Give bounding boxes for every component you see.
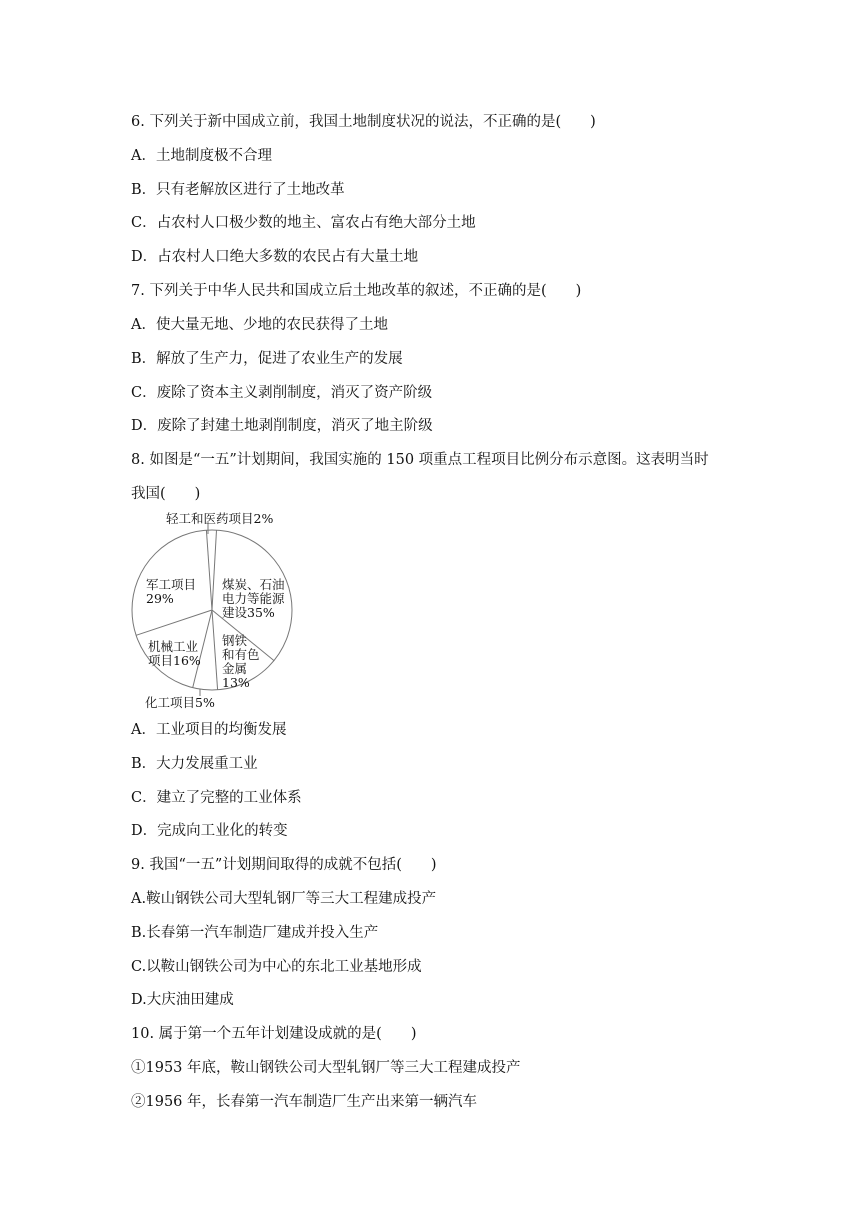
q9-option-b: B.长春第一汽车制造厂建成并投入生产 xyxy=(131,925,379,941)
q7-option-b: B．解放了生产力，促进了农业生产的发展 xyxy=(131,351,403,367)
q7-option-a: A．使大量无地、少地的农民获得了土地 xyxy=(131,317,388,333)
pie-label-energy xyxy=(222,578,285,620)
q9-option-c: C.以鞍山钢铁公司为中心的东北工业基地形成 xyxy=(131,959,422,975)
pie-label-energy-line3: 建设35% xyxy=(222,605,275,620)
pie-label-military-line1: 军工项目 xyxy=(146,577,197,592)
pie-label-energy-line2: 电力等能源 xyxy=(222,591,285,606)
pie-label-military-line2: 29% xyxy=(146,591,174,606)
pie-label-machinery-line1: 机械工业 xyxy=(148,639,199,654)
pie-label-steel-line2: 和有色 xyxy=(222,647,260,662)
q8-option-c: C．建立了完整的工业体系 xyxy=(131,790,302,806)
q6-option-c: C．占农村人口极少数的地主、富农占有绝大部分土地 xyxy=(131,215,476,231)
pie-label-light-industry: 轻工和医药项目2% xyxy=(166,511,274,526)
q10-option-1: ①1953 年底，鞍山钢铁公司大型轧钢厂等三大工程建成投产 xyxy=(131,1060,521,1076)
q10-option-2: ②1956 年，长春第一汽车制造厂生产出来第一辆汽车 xyxy=(131,1094,478,1110)
pie-label-steel-line1: 钢铁 xyxy=(222,633,248,648)
q8-option-a: A．工业项目的均衡发展 xyxy=(131,722,287,738)
q8-option-b: B．大力发展重工业 xyxy=(131,756,258,772)
q7-option-d: D．废除了封建土地剥削制度，消灭了地主阶级 xyxy=(131,418,433,434)
q9-option-d: D.大庆油田建成 xyxy=(131,992,234,1008)
q8-stem-line2: 我国( ) xyxy=(131,486,201,502)
q6-option-d: D．占农村人口绝大多数的农民占有大量土地 xyxy=(131,249,419,265)
q7-stem: 7. 下列关于中华人民共和国成立后土地改革的叙述，不正确的是( ) xyxy=(131,283,582,299)
pie-label-steel-line4: 13% xyxy=(222,675,250,690)
q7-option-c: C．废除了资本主义剥削制度，消灭了资产阶级 xyxy=(131,385,433,401)
q8-stem-line1: 8. 如图是“一五”计划期间，我国实施的 150 项重点工程项目比例分布示意图。这表明当时 xyxy=(131,452,709,468)
pie-label-chemical: 化工项目5% xyxy=(145,695,215,710)
pie-label-energy-line1: 煤炭、石油 xyxy=(222,577,285,592)
q10-stem: 10. 属于第一个五年计划建设成就的是( ) xyxy=(131,1026,417,1042)
q6-stem: 6. 下列关于新中国成立前，我国土地制度状况的说法，不正确的是( ) xyxy=(131,114,596,130)
pie-label-machinery xyxy=(148,640,201,668)
q6-option-a: A．土地制度极不合理 xyxy=(131,148,272,164)
q9-option-a: A.鞍山钢铁公司大型轧钢厂等三大工程建成投产 xyxy=(131,891,437,907)
pie-label-military xyxy=(146,578,196,606)
pie-label-machinery-line2: 项目16% xyxy=(148,653,201,668)
q8-option-d: D．完成向工业化的转变 xyxy=(131,823,288,839)
q9-stem: 9. 我国“一五”计划期间取得的成就不包括( ) xyxy=(131,857,437,873)
pie-label-steel-line3: 金属 xyxy=(222,661,248,676)
pie-chart xyxy=(128,508,428,713)
pie-label-steel xyxy=(222,634,260,690)
q6-option-b: B．只有老解放区进行了土地改革 xyxy=(131,182,345,198)
